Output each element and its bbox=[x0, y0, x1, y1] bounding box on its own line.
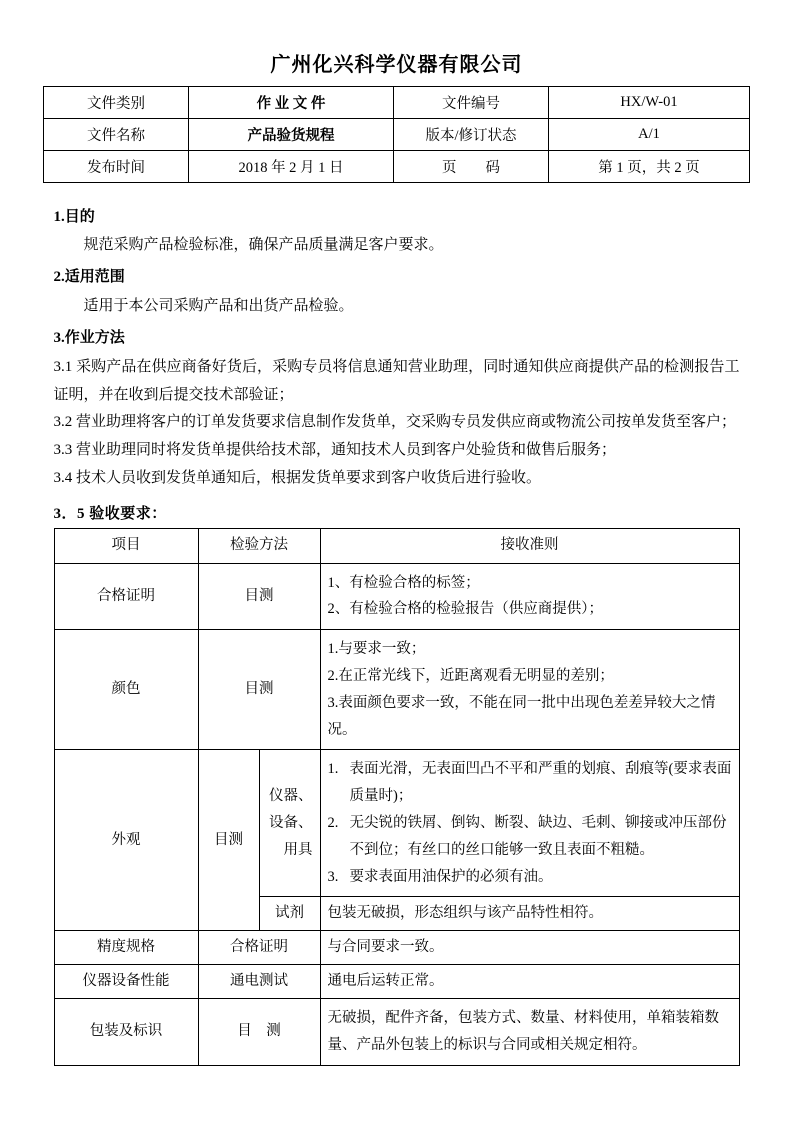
header-label-release-date: 发布时间 bbox=[44, 151, 189, 183]
criteria-number: 3. bbox=[327, 868, 339, 885]
row-method-color: 目测 bbox=[198, 630, 320, 750]
criteria-item bbox=[328, 810, 732, 864]
acceptance-criteria-table bbox=[54, 528, 740, 1066]
table-row bbox=[54, 998, 739, 1065]
criteria-item: 1、有检验合格的标签； bbox=[327, 574, 480, 591]
criteria-list bbox=[328, 570, 732, 624]
criteria-item: 3.表面颜色要求一致，不能在同一批中出现色差差异较大之情况。 bbox=[327, 694, 716, 738]
table-row bbox=[44, 87, 750, 119]
header-value-version: A/1 bbox=[549, 119, 750, 151]
header-value-doc-name: 产品验货规程 bbox=[189, 119, 394, 151]
criteria-item: 2.在正常光线下，近距离观看无明显的差别； bbox=[327, 667, 614, 684]
page-title: 广州化兴科学仪器有限公司 bbox=[270, 54, 523, 76]
header-value-release-date: 2018 年 2 月 1 日 bbox=[189, 151, 394, 183]
table-row bbox=[54, 965, 739, 999]
criteria-number: 2. bbox=[327, 815, 339, 831]
row-method-certificate: 目测 bbox=[198, 563, 320, 630]
header-value-doc-category: 作 业 文 件 bbox=[189, 87, 394, 119]
header-value-page: 第 1 页，共 2 页 bbox=[549, 151, 750, 183]
section-body-purpose: 规范采购产品检验标准，确保产品质量满足客户要求。 bbox=[83, 237, 444, 254]
table-row bbox=[54, 750, 739, 897]
criteria-item bbox=[328, 864, 732, 891]
header-label-doc-number: 文件编号 bbox=[394, 87, 549, 119]
table-row bbox=[44, 119, 750, 151]
paragraph-3-1: 3.1 采购产品在供应商备好货后，采购专员将信息通知营业助理，同时通知供应商提供产品的检测报告工证明，并在收到后提交技术部验证； bbox=[53, 358, 740, 403]
table-header-row bbox=[54, 528, 739, 563]
row-criteria-appearance-reagent: 包装无破损，形态组织与该产品特性相符。 bbox=[320, 897, 739, 931]
document-body bbox=[54, 183, 740, 523]
table-row bbox=[44, 151, 750, 183]
subitem-line: 用具 bbox=[283, 841, 313, 858]
document-header-table bbox=[43, 86, 750, 183]
row-criteria-color bbox=[320, 630, 739, 750]
table-row bbox=[54, 563, 739, 630]
row-criteria-packaging: 无破损，配件齐备，包装方式、数量、材料使用，单箱装箱数量、产品外包装上的标识与合同或相关规定相符。 bbox=[320, 998, 739, 1065]
row-criteria-performance: 通电后运转正常。 bbox=[320, 965, 739, 999]
row-item-certificate: 合格证明 bbox=[54, 563, 198, 630]
criteria-item: 2、有检验合格的检验报告（供应商提供）； bbox=[327, 601, 603, 618]
table-row bbox=[54, 630, 739, 750]
paragraph-3-3: 3.3 营业助理同时将发货单提供给技术部，通知技术人员到客户处验货和做售后服务； bbox=[53, 442, 617, 458]
row-item-packaging: 包装及标识 bbox=[54, 998, 198, 1065]
criteria-text: 要求表面用油保护的必须有油。 bbox=[349, 868, 553, 885]
criteria-number: 1. bbox=[327, 761, 339, 778]
header-label-version: 版本/修订状态 bbox=[394, 119, 549, 151]
criteria-list bbox=[328, 636, 732, 743]
row-method-packaging: 目 测 bbox=[198, 998, 320, 1065]
section-heading-method: 3.作业方法 bbox=[53, 329, 125, 346]
column-header-criteria: 接收准则 bbox=[320, 528, 739, 563]
row-criteria-certificate bbox=[320, 563, 739, 630]
subitem-line: 设备、 bbox=[269, 815, 313, 831]
section-body-scope: 适用于本公司采购产品和出货产品检验。 bbox=[83, 297, 354, 314]
section-heading-purpose: 1.目的 bbox=[53, 209, 95, 225]
header-label-doc-name: 文件名称 bbox=[44, 119, 189, 151]
row-item-color: 颜色 bbox=[54, 630, 198, 750]
header-label-doc-category: 文件类别 bbox=[44, 87, 189, 119]
subitem-line: 仪器、 bbox=[269, 788, 313, 805]
header-value-doc-number: HX/W-01 bbox=[549, 87, 750, 119]
row-method-performance: 通电测试 bbox=[198, 965, 320, 999]
section-heading-scope: 2.适用范围 bbox=[53, 269, 125, 286]
criteria-text: 表面光滑，无表面凹凸不平和严重的划痕、刮痕等(要求表面质量时)； bbox=[349, 761, 732, 805]
header-label-page: 页 码 bbox=[394, 151, 549, 183]
criteria-text: 无尖锐的铁屑、倒钩、断裂、缺边、毛刺、铆接或冲压部份不到位；有丝口的丝口能够一致且表面不粗糙。 bbox=[349, 815, 727, 858]
table-row bbox=[54, 931, 739, 965]
row-subitem-reagent: 试剂 bbox=[259, 897, 320, 931]
paragraph-3-4: 3.4 技术人员收到发货单通知后，根据发货单要求到客户收货后进行验收。 bbox=[53, 469, 542, 486]
row-criteria-appearance-instruments bbox=[320, 750, 739, 897]
row-subitem-instruments bbox=[259, 750, 320, 897]
row-method-appearance: 目测 bbox=[198, 750, 259, 931]
criteria-list bbox=[328, 756, 732, 890]
criteria-item bbox=[328, 756, 732, 810]
paragraph-3-2: 3.2 营业助理将客户的订单发货要求信息制作发货单，交采购专员发供应商或物流公司按单发货至客户； bbox=[53, 414, 737, 431]
row-criteria-precision: 与合同要求一致。 bbox=[320, 931, 739, 965]
section-heading-acceptance: 3．5 验收要求： bbox=[53, 505, 167, 522]
row-item-precision: 精度规格 bbox=[54, 931, 198, 965]
column-header-method: 检验方法 bbox=[198, 528, 320, 563]
row-item-appearance: 外观 bbox=[54, 750, 198, 931]
criteria-item: 1.与要求一致； bbox=[327, 641, 426, 658]
column-header-item: 项目 bbox=[54, 528, 198, 563]
row-item-performance: 仪器设备性能 bbox=[54, 965, 198, 999]
row-method-precision: 合格证明 bbox=[198, 931, 320, 965]
